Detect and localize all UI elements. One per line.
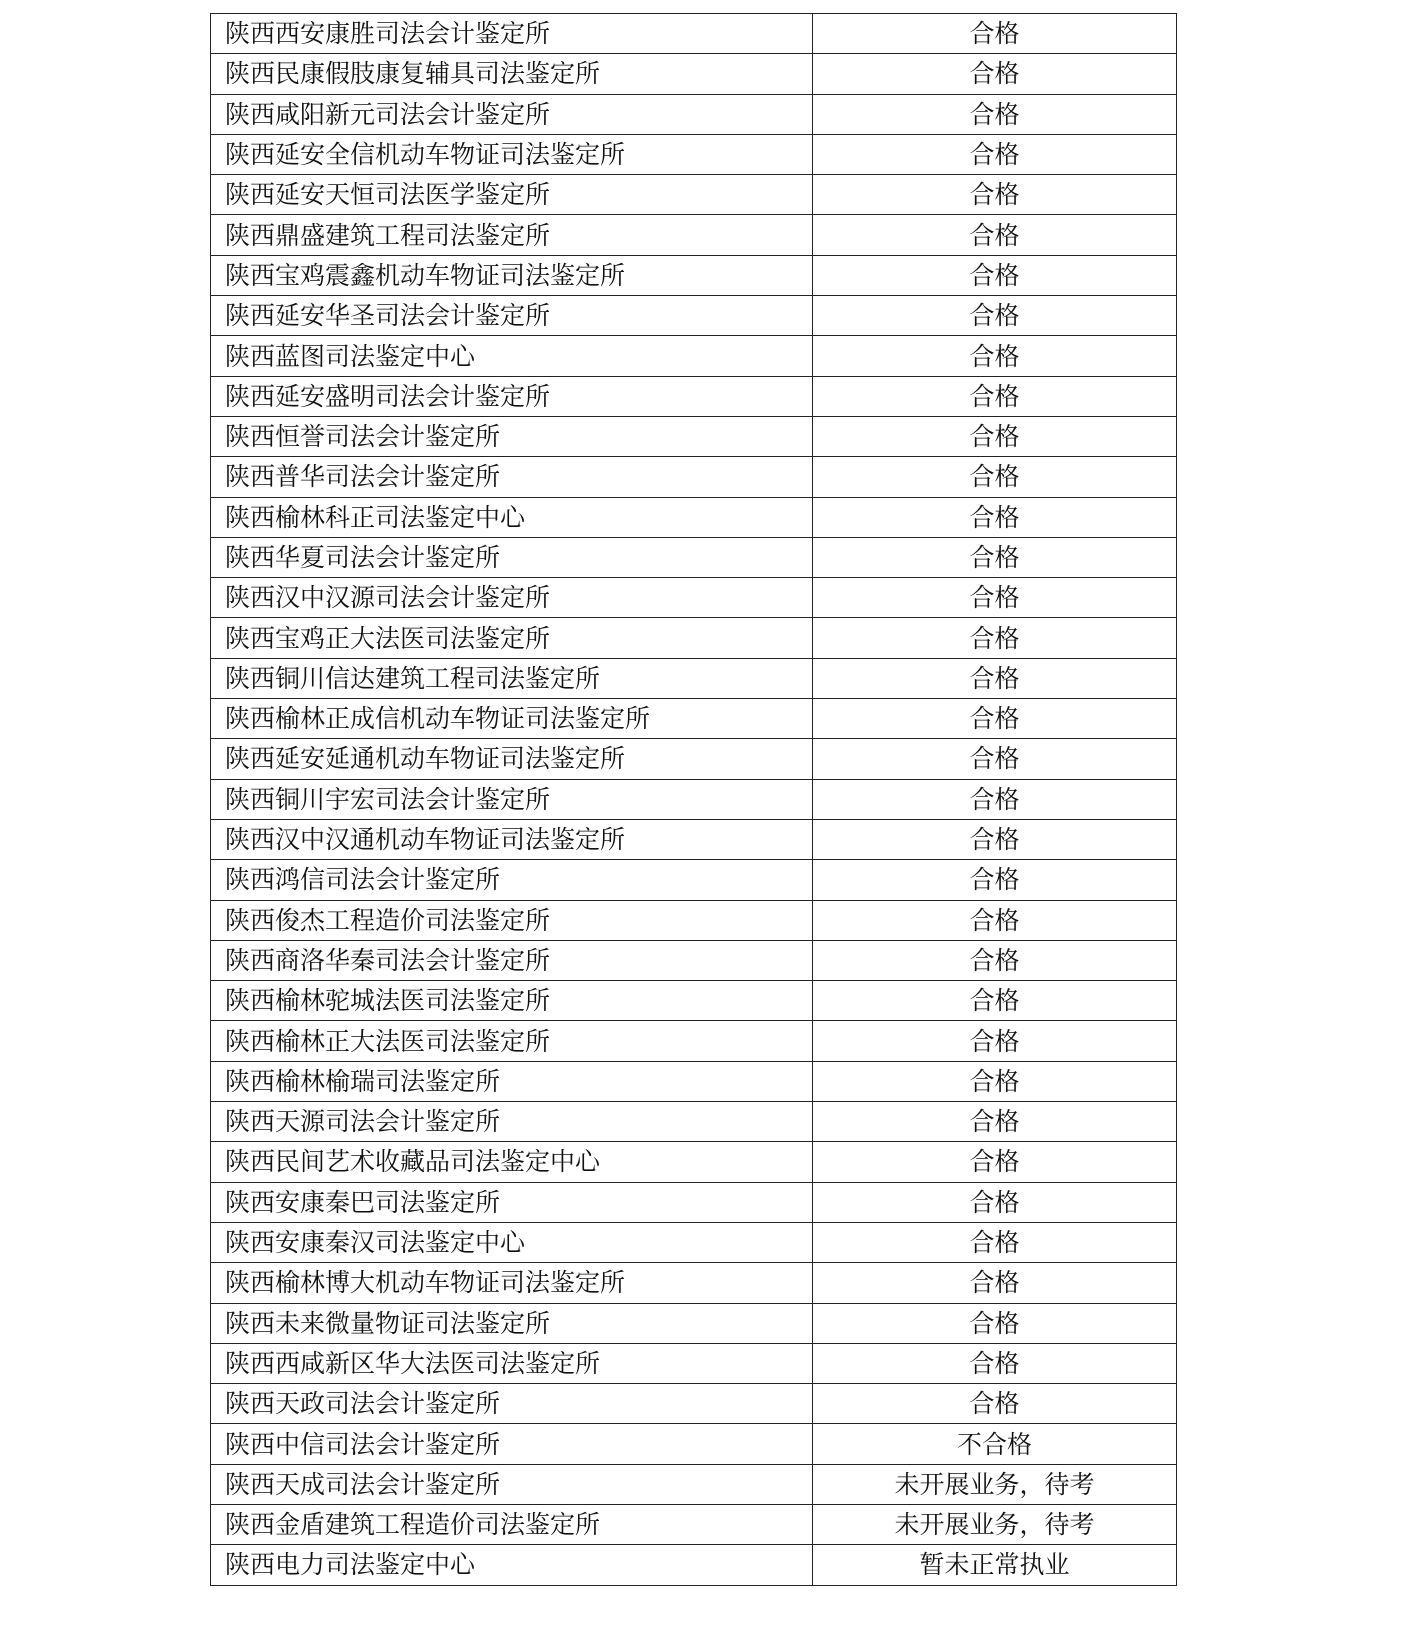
table-row	[211, 1222, 1177, 1262]
institution-name-cell: 陕西延安盛明司法会计鉴定所	[211, 376, 813, 416]
table-row	[211, 1303, 1177, 1343]
table-row	[211, 94, 1177, 134]
table-row	[211, 940, 1177, 980]
table-row	[211, 376, 1177, 416]
institution-name-cell: 陕西咸阳新元司法会计鉴定所	[211, 94, 813, 134]
institution-name-cell: 陕西安康秦巴司法鉴定所	[211, 1182, 813, 1222]
assessment-result-cell: 合格	[813, 537, 1177, 577]
institution-name-cell: 陕西民间艺术收藏品司法鉴定中心	[211, 1142, 813, 1182]
assessment-result-cell: 合格	[813, 175, 1177, 215]
assessment-result-cell: 合格	[813, 457, 1177, 497]
institution-name-cell: 陕西榆林正成信机动车物证司法鉴定所	[211, 699, 813, 739]
document-page	[210, 13, 1176, 1586]
institution-name-cell: 陕西金盾建筑工程造价司法鉴定所	[211, 1504, 813, 1544]
assessment-result-cell: 合格	[813, 1102, 1177, 1142]
assessment-result-cell: 合格	[813, 1061, 1177, 1101]
table-row	[211, 900, 1177, 940]
table-row	[211, 1263, 1177, 1303]
institution-name-cell: 陕西天成司法会计鉴定所	[211, 1464, 813, 1504]
institution-name-cell: 陕西宝鸡正大法医司法鉴定所	[211, 618, 813, 658]
assessment-result-cell: 合格	[813, 981, 1177, 1021]
assessment-result-cell: 合格	[813, 94, 1177, 134]
assessment-result-cell: 合格	[813, 1222, 1177, 1262]
table-row	[211, 699, 1177, 739]
institution-name-cell: 陕西电力司法鉴定中心	[211, 1545, 813, 1585]
institution-name-cell: 陕西汉中汉源司法会计鉴定所	[211, 578, 813, 618]
table-row	[211, 1424, 1177, 1464]
institution-name-cell: 陕西西安康胜司法会计鉴定所	[211, 14, 813, 54]
table-row	[211, 54, 1177, 94]
table-row	[211, 14, 1177, 54]
table-row	[211, 1021, 1177, 1061]
institution-name-cell: 陕西榆林驼城法医司法鉴定所	[211, 981, 813, 1021]
table-row	[211, 1142, 1177, 1182]
assessment-result-cell: 合格	[813, 1343, 1177, 1383]
table-row	[211, 134, 1177, 174]
institution-name-cell: 陕西汉中汉通机动车物证司法鉴定所	[211, 819, 813, 859]
assessment-result-cell: 合格	[813, 578, 1177, 618]
assessment-result-cell: 合格	[813, 376, 1177, 416]
table-row	[211, 175, 1177, 215]
assessment-result-cell: 合格	[813, 658, 1177, 698]
table-row	[211, 1102, 1177, 1142]
institution-name-cell: 陕西宝鸡震鑫机动车物证司法鉴定所	[211, 255, 813, 295]
assessment-result-cell: 合格	[813, 1263, 1177, 1303]
table-row	[211, 1545, 1177, 1585]
table-row	[211, 860, 1177, 900]
institution-name-cell: 陕西延安全信机动车物证司法鉴定所	[211, 134, 813, 174]
institution-name-cell: 陕西铜川信达建筑工程司法鉴定所	[211, 658, 813, 698]
table-row	[211, 457, 1177, 497]
assessment-result-cell: 合格	[813, 54, 1177, 94]
table-row	[211, 537, 1177, 577]
assessment-result-cell: 合格	[813, 416, 1177, 456]
assessment-result-cell: 合格	[813, 1182, 1177, 1222]
table-row	[211, 1061, 1177, 1101]
institution-name-cell: 陕西延安延通机动车物证司法鉴定所	[211, 739, 813, 779]
assessment-result-cell: 暂未正常执业	[813, 1545, 1177, 1585]
assessment-result-cell: 合格	[813, 1142, 1177, 1182]
institution-name-cell: 陕西蓝图司法鉴定中心	[211, 336, 813, 376]
assessment-result-cell: 合格	[813, 699, 1177, 739]
table-row	[211, 578, 1177, 618]
assessment-result-cell: 合格	[813, 739, 1177, 779]
table-row	[211, 336, 1177, 376]
table-row	[211, 296, 1177, 336]
table-row	[211, 255, 1177, 295]
assessment-result-cell: 未开展业务，待考	[813, 1504, 1177, 1544]
assessment-result-cell: 合格	[813, 1384, 1177, 1424]
institution-name-cell: 陕西西咸新区华大法医司法鉴定所	[211, 1343, 813, 1383]
institution-name-cell: 陕西天源司法会计鉴定所	[211, 1102, 813, 1142]
institution-name-cell: 陕西鸿信司法会计鉴定所	[211, 860, 813, 900]
appraisal-results-table	[210, 13, 1177, 1586]
institution-name-cell: 陕西普华司法会计鉴定所	[211, 457, 813, 497]
assessment-result-cell: 合格	[813, 1303, 1177, 1343]
table-row	[211, 1182, 1177, 1222]
table-row	[211, 1343, 1177, 1383]
assessment-result-cell: 合格	[813, 336, 1177, 376]
table-row	[211, 618, 1177, 658]
assessment-result-cell: 合格	[813, 14, 1177, 54]
assessment-result-cell: 未开展业务，待考	[813, 1464, 1177, 1504]
institution-name-cell: 陕西榆林博大机动车物证司法鉴定所	[211, 1263, 813, 1303]
assessment-result-cell: 合格	[813, 255, 1177, 295]
assessment-result-cell: 合格	[813, 215, 1177, 255]
assessment-result-cell: 合格	[813, 1021, 1177, 1061]
institution-name-cell: 陕西榆林科正司法鉴定中心	[211, 497, 813, 537]
institution-name-cell: 陕西恒誉司法会计鉴定所	[211, 416, 813, 456]
institution-name-cell: 陕西俊杰工程造价司法鉴定所	[211, 900, 813, 940]
institution-name-cell: 陕西榆林榆瑞司法鉴定所	[211, 1061, 813, 1101]
table-row	[211, 215, 1177, 255]
institution-name-cell: 陕西天政司法会计鉴定所	[211, 1384, 813, 1424]
table-row	[211, 416, 1177, 456]
assessment-result-cell: 合格	[813, 497, 1177, 537]
assessment-result-cell: 合格	[813, 860, 1177, 900]
assessment-result-cell: 合格	[813, 296, 1177, 336]
assessment-result-cell: 合格	[813, 618, 1177, 658]
table-row	[211, 1384, 1177, 1424]
table-row	[211, 497, 1177, 537]
assessment-result-cell: 合格	[813, 779, 1177, 819]
assessment-result-cell: 合格	[813, 940, 1177, 980]
table-row	[211, 1504, 1177, 1544]
table-row	[211, 819, 1177, 859]
institution-name-cell: 陕西鼎盛建筑工程司法鉴定所	[211, 215, 813, 255]
table-body	[211, 14, 1177, 1586]
institution-name-cell: 陕西延安天恒司法医学鉴定所	[211, 175, 813, 215]
institution-name-cell: 陕西安康秦汉司法鉴定中心	[211, 1222, 813, 1262]
institution-name-cell: 陕西中信司法会计鉴定所	[211, 1424, 813, 1464]
assessment-result-cell: 合格	[813, 900, 1177, 940]
institution-name-cell: 陕西未来微量物证司法鉴定所	[211, 1303, 813, 1343]
institution-name-cell: 陕西商洛华秦司法会计鉴定所	[211, 940, 813, 980]
table-row	[211, 779, 1177, 819]
assessment-result-cell: 合格	[813, 134, 1177, 174]
table-row	[211, 658, 1177, 698]
institution-name-cell: 陕西华夏司法会计鉴定所	[211, 537, 813, 577]
institution-name-cell: 陕西民康假肢康复辅具司法鉴定所	[211, 54, 813, 94]
assessment-result-cell: 不合格	[813, 1424, 1177, 1464]
institution-name-cell: 陕西延安华圣司法会计鉴定所	[211, 296, 813, 336]
assessment-result-cell: 合格	[813, 819, 1177, 859]
institution-name-cell: 陕西榆林正大法医司法鉴定所	[211, 1021, 813, 1061]
table-row	[211, 1464, 1177, 1504]
institution-name-cell: 陕西铜川宇宏司法会计鉴定所	[211, 779, 813, 819]
table-row	[211, 739, 1177, 779]
table-row	[211, 981, 1177, 1021]
